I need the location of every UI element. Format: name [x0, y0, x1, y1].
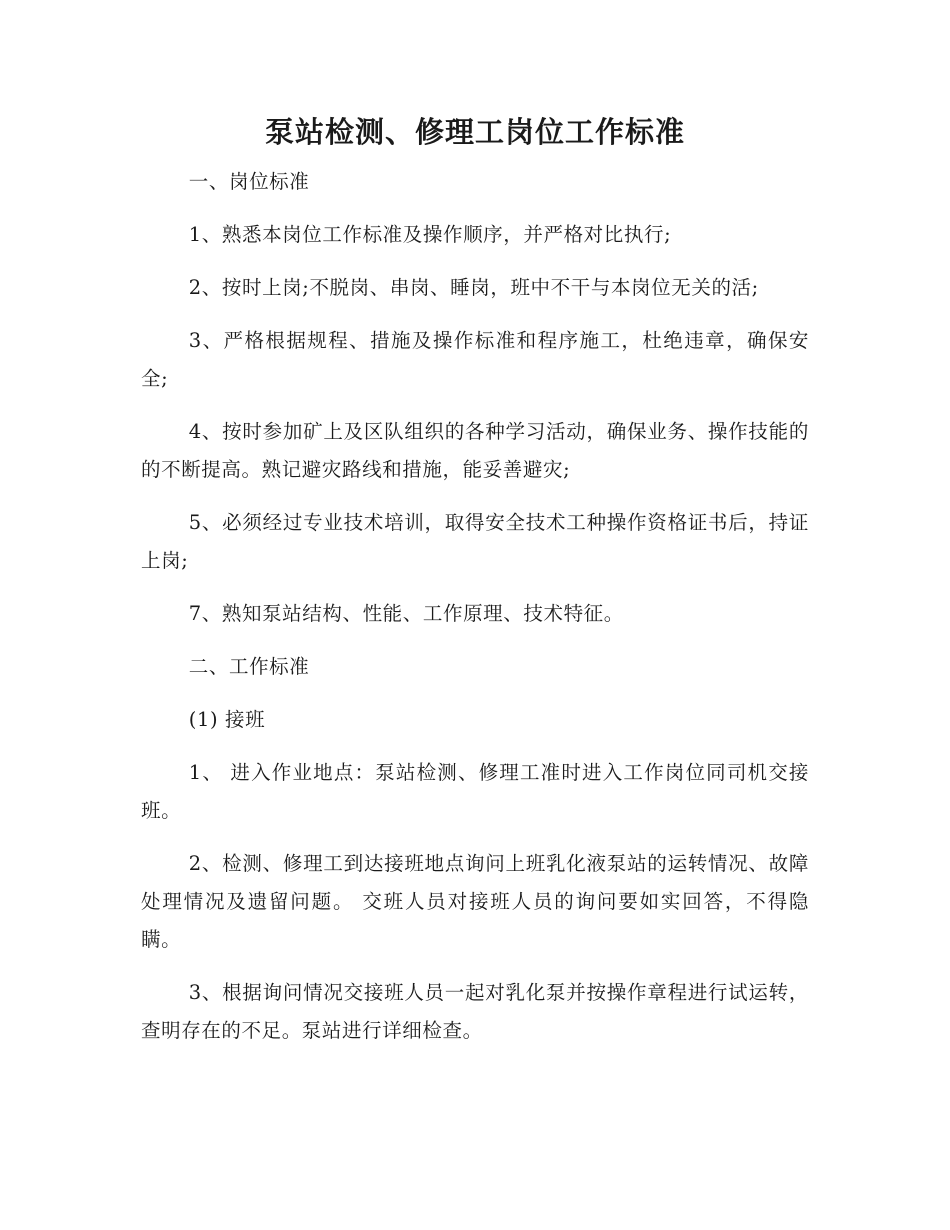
document-body	[141, 163, 809, 1050]
paragraph-item-3: 3、严格根据规程、措施及操作标准和程序施工，杜绝违章，确保安全;	[141, 329, 809, 390]
handover-item-1: 1、 进入作业地点：泵站检测、修理工准时进入工作岗位同司机交接班。	[141, 761, 809, 822]
paragraph-item-1: 1、熟悉本岗位工作标准及操作顺序，并严格对比执行;	[188, 223, 672, 246]
paragraph-item-4: 4、按时参加矿上及区队组织的各种学习活动，确保业务、操作技能的的不断提高。熟记避灾路线和措施，能妥善避灾;	[141, 420, 809, 481]
section-heading-work-standard: 二、工作标准	[188, 655, 310, 678]
paragraph-item-2: 2、按时上岗;不脱岗、串岗、睡岗，班中不干与本岗位无关的活;	[188, 276, 759, 299]
subsection-heading-handover: (1) 接班	[188, 708, 266, 731]
section-heading-post-standard: 一、岗位标准	[188, 170, 310, 193]
paragraph-item-7: 7、熟知泵站结构、性能、工作原理、技术特征。	[188, 602, 624, 625]
handover-item-3: 3、根据询问情况交接班人员一起对乳化泵并按操作章程进行试运转，查明存在的不足。泵站进行详细检查。	[141, 981, 809, 1042]
handover-item-2: 2、检测、修理工到达接班地点询问上班乳化液泵站的运转情况、故障处理情况及遗留问题。 交班人员对接班人员的询问要如实回答，不得隐瞒。	[141, 852, 809, 951]
paragraph-item-5: 5、必须经过专业技术培训，取得安全技术工种操作资格证书后，持证上岗;	[141, 511, 809, 572]
document-title: 泵站检测、修理工岗位工作标准	[264, 115, 685, 149]
